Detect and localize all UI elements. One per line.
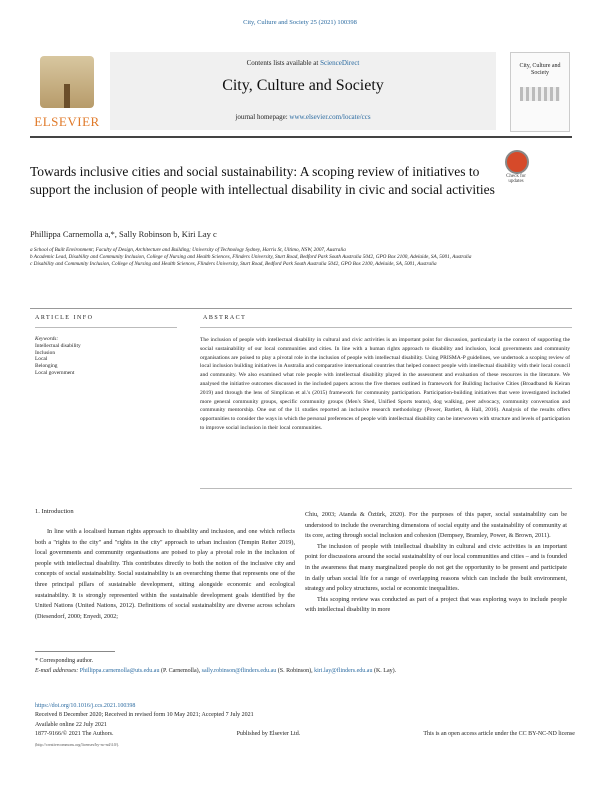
received-dates: Received 8 December 2020; Received in revised form 10 May 2021; Accepted 7 July 2021 — [35, 712, 254, 719]
abstract-text: The inclusion of people with intellectual disability in cultural and civic activities is an important point for discussion, particularly in the context of supporting the social sustainability of our local communities and cities. In line with a human rights approach to disability and inclusion, local governments and community organisations are poised to play a pivotal role in the inclusion of people with intellectual disability. Using PRISMA-P guidelines, we undertook a scoping review of local inclusion building initiatives in Australia and comparative international countries that helped connect people with intellectual disability with their local council and community. We also examined what role people with intellectual disability played in the assessment and evaluation of these resources in the literature. We analysed the initiative outcomes discussed in the included papers across the five themes outlined in framework for Building Inclusive Cities (Broadband & Keiran 2019) and through the lens of Simplican et al.'s (2015) framework for community participation. Participation-building initiatives that were investigated included more general community groups, specific community groups (Men's Shed, Unified Sports teams), dog walking, peer advocacy, community conversation and community mentorship. One out of the 11 studies reported an inclusive research methodology (Power, Bartlett, & Hall, 2016). Analysis of the results offers opportunities to consider the ways in which the personal preferences of people with intellectual disability can be interwoven with structure and levels of participation to improve social inclusion in their local communities. — [200, 337, 570, 431]
article-footer — [35, 702, 575, 749]
publisher-credit: Published by Elsevier Ltd. — [236, 731, 301, 738]
introduction-left-column: In line with a localised human rights approach to disability and inclusion, and one which reflects both a "rights to the city" and "rights in the city" approach to urban inclusion (Tempin Reiter 2019), local governments and community organisations are poised to play a pivotal role in the inclusion of people with intellectual disability. This contributes directly to both the notion of the inclusive city and concepts of social sustainability. Social sustainability is an overarching theme that represents one of the three principal pillars of sustainable development, sitting alongside economic and ecological sustainability. It is strongly represented within the sustainable development goals identified by the United Nations (United Nations, 2012). Definitions of social sustainability are diverse across scholars (Diesendorf, 2000; Enyedi, 2002; — [35, 528, 295, 620]
license-line — [35, 730, 575, 739]
elsevier-logo[interactable] — [30, 52, 104, 130]
publisher-name: ELSEVIER — [34, 114, 100, 129]
available-online: Available online 22 July 2021 — [35, 721, 107, 728]
paragraph: The inclusion of people with intellectual disability in cultural and civic activities is an important point for discussions around the social sustainability of our local communities and cities – and is founded in the awareness that many marginalized people do not get the opportunity to be present and participate in daily urban social life for a range of overlapping reasons which can include the built environment, strategy and policy structures, social or economic inequalities. — [305, 542, 567, 593]
tree-icon — [40, 56, 94, 108]
article-info-divider — [35, 327, 177, 328]
paragraph: This scoping review was conducted as part of a project that was exploring ways to include people with intellectual disability in more — [305, 595, 567, 614]
journal-homepage — [110, 113, 496, 121]
header-divider — [30, 136, 572, 138]
email-addresses — [35, 666, 575, 676]
license-statement: This is an open access article under the CC BY-NC-ND license — [423, 731, 575, 738]
email-owner: (S. Robinson), — [277, 668, 313, 674]
email-link[interactable]: sally.robinson@flinders.edu.au — [201, 668, 277, 674]
journal-banner — [110, 52, 496, 130]
article-info-heading: ARTICLE INFO — [35, 315, 94, 321]
corresponding-author-note: * Corresponding author. — [35, 658, 94, 664]
homepage-prefix: journal homepage: — [235, 113, 288, 121]
license-link[interactable]: (http://creativecommons.org/licenses/by-nc-nd/4.0/). — [35, 741, 120, 747]
article-title: Towards inclusive cities and social sustainability: A scoping review of initiatives to support the inclusion of people with intellectual disability in civic and social activities — [30, 164, 495, 197]
affiliation-b: b Academic Lead, Disability and Community Inclusion, College of Nursing and Health Sciences, Flinders University, Sturt Road, Bedford Park South Australia 5042, GPO Box 2100, Adelaide, SA, 5001, Australia — [30, 254, 472, 260]
copyright: 1877-9166/© 2021 The Authors. — [35, 731, 114, 738]
cover-title: City, Culture and Society — [519, 63, 561, 76]
affiliation-a: a School of Built Environment; Faculty of Design, Architecture and Building; University of Technology Sydney, Harris St, Ultimo, NSW, 2007, Australia — [30, 247, 346, 253]
email-link[interactable]: Phillippa.carnemolla@uts.edu.au — [79, 668, 160, 674]
keyword: Belonging — [35, 363, 58, 370]
doi-link[interactable]: https://doi.org/10.1016/j.ccs.2021.100398 — [35, 703, 136, 709]
email-label: E-mail addresses: — [35, 668, 79, 674]
keywords-label: Keywords: — [35, 336, 59, 342]
contents-line — [110, 59, 496, 67]
journal-cover-thumbnail[interactable] — [510, 52, 570, 132]
footnote-divider — [35, 651, 115, 652]
cover-art — [520, 87, 560, 101]
abstract-heading: ABSTRACT — [203, 315, 247, 321]
section-heading-introduction: 1. Introduction — [35, 508, 74, 515]
journal-title: City, Culture and Society — [222, 77, 384, 94]
paragraph: Chiu, 2003; Atanda & Öztürk, 2020). For the purposes of this paper, social sustainability can be understood to include the overarching dimensions of social equity and the sustainability of community at its core, acting through social inclusion and cohesion (Dempsey, Bramley, Power, & Brown, 2011). — [305, 511, 567, 540]
email-owner: (K. Lay). — [373, 668, 397, 674]
sciencedirect-link[interactable]: ScienceDirect — [320, 59, 360, 67]
keyword: Local government — [35, 369, 75, 376]
keywords-block — [35, 336, 81, 377]
homepage-link[interactable]: www.elsevier.com/locate/ccs — [289, 113, 371, 121]
keyword: Inclusion — [35, 349, 56, 356]
email-link[interactable]: kiri.lay@flinders.edu.au — [314, 668, 373, 674]
introduction-right-column — [305, 510, 567, 616]
journal-header — [30, 52, 572, 134]
journal-citation[interactable]: City, Culture and Society 25 (2021) 100398 — [243, 19, 357, 26]
affiliation-c: c Disability and Community Inclusion, College of Nursing and Health Sciences, Flinders University, Sturt Road, Bedford Park South Australia 5042, GPO Box 2100, Adelaide, SA, 5001, Australia — [30, 261, 437, 267]
keyword: Local — [35, 356, 48, 363]
abstract-divider — [200, 327, 572, 328]
check-for-updates-icon[interactable] — [505, 150, 529, 174]
abstract-end-divider — [200, 488, 572, 489]
contents-prefix: Contents lists available at — [246, 59, 319, 67]
footnote — [35, 656, 575, 676]
keyword: Intellectual disability — [35, 342, 81, 349]
email-owner: (P. Carnemolla), — [160, 668, 201, 674]
check-for-updates-label[interactable]: Check for updates — [506, 174, 526, 184]
section-divider — [30, 308, 572, 309]
author-list: Phillippa Carnemolla a,*, Sally Robinson b, Kiri Lay c — [30, 229, 217, 239]
affiliations — [30, 247, 570, 268]
